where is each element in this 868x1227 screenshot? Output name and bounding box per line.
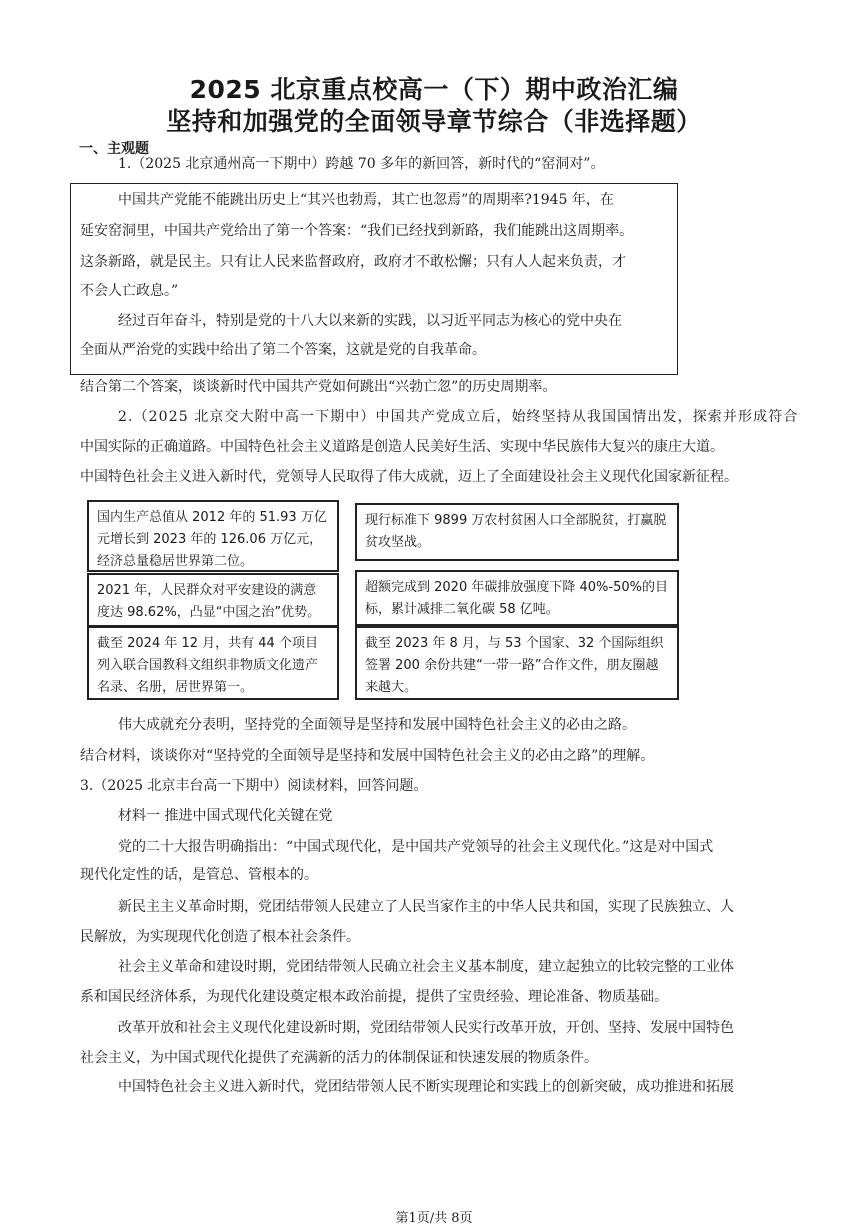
- achievement-box: 2021 年，人民群众对平安建设的满意度达 98.62%，凸显“中国之治”优势。: [87, 573, 339, 627]
- q1-box-line: 经过百年奋斗，特别是党的十八大以来新的实践，以习近平同志为核心的党中央在: [118, 313, 622, 329]
- q2-question: 结合材料，谈谈你对“坚持党的全面领导是坚持和发展中国特色社会主义的必由之路”的理解。: [80, 748, 655, 764]
- q2-intro-line: 2.（2025 北京交大附中高一下期中）中国共产党成立后，始终坚持从我国国情出发，探索并形成符合: [118, 409, 799, 425]
- q2-intro-line: 中国实际的正确道路。中国特色社会主义道路是创造人民美好生活、实现中华民族伟大复兴的康庄大道。: [80, 439, 724, 455]
- q1-box-line: 不会人亡政息。”: [80, 283, 179, 299]
- q1-box-line: 这条新路，就是民主。只有让人民来监督政府，政府才不敢松懈；只有人人起来负责，才: [80, 254, 626, 270]
- q3-header: 3.（2025 北京丰台高一下期中）阅读材料，回答问题。: [80, 778, 428, 794]
- q3-line: 党的二十大报告明确指出：“中国式现代化，是中国共产党领导的社会主义现代化。”这是对中国式: [118, 839, 714, 855]
- achievement-box: 国内生产总值从 2012 年的 51.93 万亿元增长到 2023 年的 126.06 万亿元，经济总量稳居世界第二位。: [87, 500, 339, 572]
- achievement-box: 截至 2023 年 8 月，与 53 个国家、32 个国际组织签署 200 余份共建“一带一路”合作文件，朋友圈越来越大。: [355, 626, 679, 700]
- q3-line: 民解放，为实现现代化创造了根本社会条件。: [80, 929, 360, 945]
- q2-intro-line: 中国特色社会主义进入新时代，党领导人民取得了伟大成就，迈上了全面建设社会主义现代化国家新征程。: [80, 469, 738, 485]
- section-heading: 一、主观题: [79, 141, 149, 157]
- document-title-line1: 2025 北京重点校高一（下）期中政治汇编: [189, 75, 679, 104]
- q3-material-title: 材料一 推进中国式现代化关键在党: [118, 808, 333, 824]
- q1-box-line: 延安窑洞里，中国共产党给出了第一个答案：“我们已经找到新路，我们能跳出这周期率。: [80, 223, 634, 239]
- q1-question: 结合第二个答案，谈谈新时代中国共产党如何跳出“兴勃亡忽”的历史周期率。: [80, 379, 557, 395]
- q1-box-line: 全面从严治党的实践中给出了第二个答案，这就是党的自我革命。: [80, 342, 486, 358]
- q3-line: 新民主主义革命时期，党团结带领人民建立了人民当家作主的中华人民共和国，实现了民族独立、人: [118, 899, 734, 915]
- achievement-box: 截至 2024 年 12 月，共有 44 个项目列入联合国教科文组织非物质文化遗产名录、名册，居世界第一。: [87, 626, 339, 700]
- q3-line: 改革开放和社会主义现代化建设新时期，党团结带领人民实行改革开放，开创、坚持、发展中国特色: [118, 1020, 734, 1036]
- document-title-line2: 坚持和加强党的全面领导章节综合（非选择题）: [166, 107, 702, 136]
- q1-box-line: 中国共产党能不能跳出历史上“其兴也勃焉，其亡也忽焉”的周期率?1945 年，在: [118, 192, 614, 208]
- q3-line: 现代化定性的话，是管总、管根本的。: [80, 867, 318, 883]
- q3-line: 社会主义革命和建设时期，党团结带领人民确立社会主义基本制度，建立起独立的比较完整的工业体: [118, 959, 734, 975]
- q3-line: 社会主义，为中国式现代化提供了充满新的活力的体制保证和快速发展的物质条件。: [80, 1050, 598, 1066]
- q2-conclusion: 伟大成就充分表明，坚持党的全面领导是坚持和发展中国特色社会主义的必由之路。: [118, 717, 636, 733]
- achievement-box: 现行标准下 9899 万农村贫困人口全部脱贫，打赢脱贫攻坚战。: [355, 503, 679, 561]
- page-footer: 第1页/共 8页: [395, 1211, 473, 1226]
- q1-header: 1.（2025 北京通州高一下期中）跨越 70 多年的新回答，新时代的“窑洞对”。: [118, 156, 605, 172]
- q3-line: 中国特色社会主义进入新时代，党团结带领人民不断实现理论和实践上的创新突破，成功推进和拓展: [118, 1079, 734, 1095]
- achievement-box: 超额完成到 2020 年碳排放强度下降 40%-50%的目标，累计减排二氧化碳 58 亿吨。: [355, 570, 679, 626]
- q3-line: 系和国民经济体系，为现代化建设奠定根本政治前提，提供了宝贵经验、理论准备、物质基础。: [80, 989, 668, 1005]
